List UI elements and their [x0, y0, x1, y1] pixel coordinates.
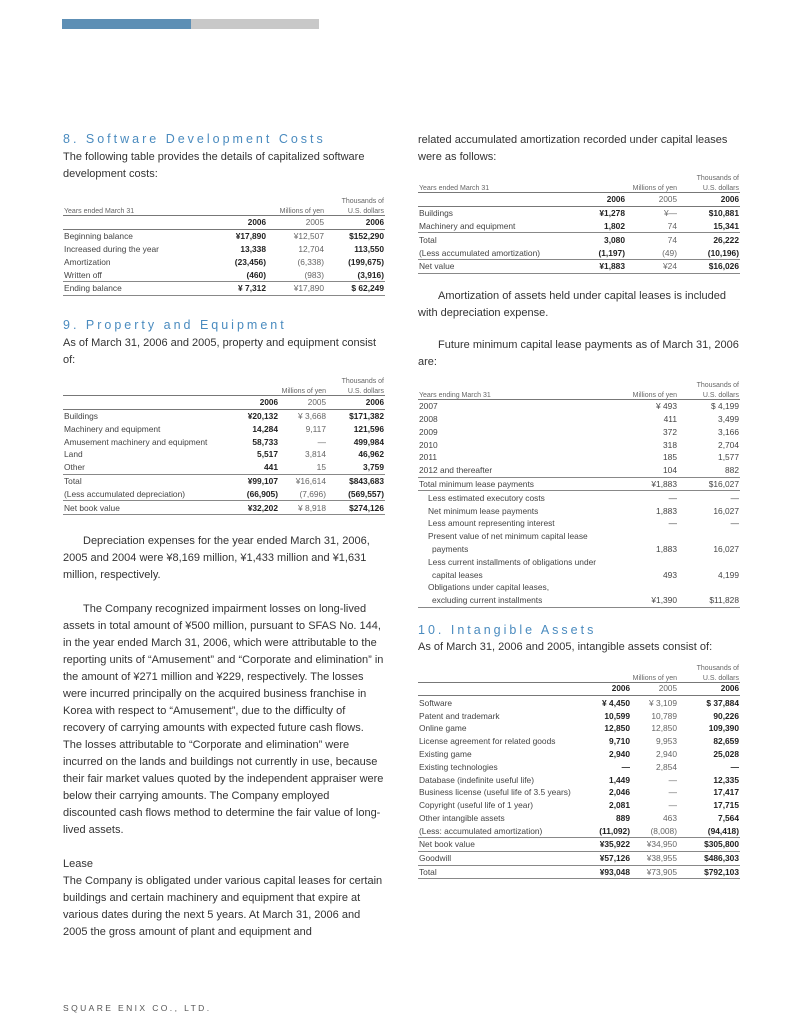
total-row: Ending balance ¥ 7,312 ¥17,890 $ 62,249 — [64, 283, 384, 294]
header-label: Years ended March 31 — [419, 185, 490, 192]
header-usd-1: Thousands of — [341, 377, 384, 385]
table-row: Beginning balance ¥17,890 ¥12,507 $152,290 — [64, 231, 384, 242]
header-usd-2: U.S. dollars — [702, 185, 739, 192]
table-row: Obligations under capital leases, — [428, 582, 550, 593]
header-label: Years ending March 31 — [419, 391, 491, 399]
goodwill-row: Goodwill ¥57,126 ¥38,955 $486,303 — [419, 853, 739, 864]
year-col: 2006 — [365, 397, 384, 407]
header-progress-bar — [62, 19, 319, 29]
section-8-intro: The following table provides the details of capitalized software development costs: — [63, 151, 365, 180]
year-col: 2006 — [611, 684, 630, 694]
table-row: Present value of net minimum capital lease — [428, 531, 588, 542]
lease-heading: Lease — [63, 857, 93, 870]
table-row: Software ¥ 4,450 ¥ 3,109 $ 37,884 — [419, 697, 739, 708]
table-row: Copyright (useful life of 1 year) 2,081 — 17,715 — [419, 800, 739, 811]
table-row: 2009 372 3,166 — [419, 426, 739, 437]
table-row: 2011 185 1,577 — [419, 452, 739, 463]
table-row: License agreement for related goods 9,710 9,953 82,659 — [419, 736, 739, 747]
table-row: Amortization (23,456) (6,338) (199,675) — [64, 256, 384, 267]
header-usd-2: U.S. dollars — [347, 208, 384, 215]
future-lease-payments-table — [418, 379, 740, 608]
total-row: Total 3,080 74 26,222 — [419, 234, 739, 245]
depreciation-paragraph: Depreciation expenses for the year ended March 31, 2006, 2005 and 2004 were ¥8,169 million, ¥1,433 million and ¥1,631 million, respectively. — [63, 534, 370, 581]
lease-paragraph: The Company is obligated under various capital leases for certain buildings and certain machinery and equipment that expire at various dates during the next 5 years. At March 31, 2006 and 2005 the gross amount of plant and equipment and — [63, 874, 383, 938]
header-usd-2: U.S. dollars — [702, 674, 739, 682]
capital-lease-intro: related accumulated amortization recorded under capital leases were as follows: — [418, 134, 728, 163]
table-row: Less amount representing interest — — — [428, 518, 739, 529]
future-payments-paragraph: Future minimum capital lease payments as of March 31, 2006 are: — [418, 338, 739, 368]
year-col: 2006 — [259, 397, 278, 407]
property-equipment-table — [63, 375, 385, 515]
section-10-intro: As of March 31, 2006 and 2005, intangible assets consist of: — [418, 640, 713, 653]
total-row: Total ¥93,048 ¥73,905 $792,103 — [419, 867, 739, 878]
less-row: (Less accumulated depreciation) (66,905) (7,696) (569,557) — [64, 488, 384, 499]
table-row: Machinery and equipment 1,802 74 15,341 — [419, 220, 739, 231]
section-9-intro: As of March 31, 2006 and 2005, property and equipment consist of: — [63, 336, 377, 366]
section-8-title: 8. Software Development Costs — [63, 132, 326, 146]
total-row: Total minimum lease payments ¥1,883 $16,027 — [419, 478, 739, 489]
table-row: Land 5,517 3,814 46,962 — [64, 449, 384, 460]
year-col: 2006 — [247, 217, 266, 227]
header-usd-1: Thousands of — [696, 381, 739, 389]
table-row: Buildings ¥1,278 ¥— $10,881 — [419, 208, 739, 219]
table-row: payments 1,883 16,027 — [432, 543, 739, 554]
table-row: Machinery and equipment 14,284 9,117 121,596 — [64, 423, 384, 434]
table-row: Other 441 15 3,759 — [64, 462, 384, 473]
header-usd-1: Thousands of — [341, 198, 384, 205]
less-row: (Less accumulated amortization) (1,197) (49) (10,196) — [419, 247, 739, 258]
year-col: 2006 — [606, 194, 625, 204]
header-yen: Millions of yen — [281, 387, 326, 395]
header-yen: Millions of yen — [632, 391, 677, 399]
total-row: Total ¥99,107 ¥16,614 $843,683 — [64, 475, 384, 486]
year-col: 2005 — [305, 217, 324, 227]
header-progress-fill — [62, 19, 191, 29]
table-row: Amusement machinery and equipment 58,733 — 499,984 — [64, 436, 384, 447]
table-row: Net minimum lease payments 1,883 16,027 — [428, 505, 739, 516]
year-col: 2005 — [658, 684, 677, 694]
amortization-paragraph: Amortization of assets held under capital leases is included with depreciation expense. — [418, 289, 726, 319]
table-row: Written off (460) (983) (3,916) — [64, 269, 384, 280]
header-usd-1: Thousands of — [696, 175, 739, 182]
year-col: 2006 — [720, 684, 739, 694]
table-row: Database (indefinite useful life) 1,449 — 12,335 — [419, 774, 739, 785]
section-9-title: 9. Property and Equipment — [63, 317, 287, 332]
table-row: Existing game 2,940 2,940 25,028 — [419, 748, 739, 759]
software-costs-table — [63, 195, 385, 296]
right-column — [418, 132, 740, 879]
intangible-assets-table — [418, 662, 740, 880]
net-row: Net value ¥1,883 ¥24 $16,026 — [419, 261, 739, 272]
table-row: Business license (useful life of 3.5 years) 2,046 — 17,417 — [419, 787, 739, 798]
section-10-title: 10. Intangible Assets — [418, 622, 597, 637]
table-row: excluding current installments ¥1,390 $11,828 — [418, 594, 740, 607]
header-yen: Millions of yen — [632, 674, 677, 682]
net-row: Net book value ¥32,202 ¥ 8,918 $274,126 — [64, 502, 384, 513]
footer-company-name: SQUARE ENIX CO., LTD. — [63, 1003, 212, 1013]
table-row: 2008 411 3,499 — [419, 413, 739, 424]
year-col: 2005 — [307, 397, 326, 407]
table-row: 2012 and thereafter 104 882 — [419, 465, 739, 476]
header-yen: Millions of yen — [632, 185, 677, 192]
header-usd-2: U.S. dollars — [347, 387, 384, 395]
header-usd-2: U.S. dollars — [702, 391, 739, 399]
table-row: Less current installments of obligations under — [428, 556, 597, 567]
year-col: 2006 — [720, 194, 739, 204]
year-col: 2006 — [365, 217, 384, 227]
net-row: Net book value ¥35,922 ¥34,950 $305,800 — [419, 839, 739, 850]
header-yen: Millions of yen — [279, 208, 324, 215]
table-row: (Less: accumulated amortization) (11,092) (8,008) (94,418) — [419, 825, 739, 836]
table-row: Patent and trademark 10,599 10,789 90,226 — [419, 710, 739, 721]
table-row: Existing technologies — 2,854 — — [419, 761, 739, 772]
table-row: Buildings ¥20,132 ¥ 3,668 $171,382 — [64, 410, 384, 421]
left-column — [63, 132, 385, 941]
table-row: Other intangible assets 889 463 7,564 — [419, 812, 739, 823]
table-row: 2007 ¥ 493 $ 4,199 — [419, 401, 739, 412]
impairment-paragraph: The Company recognized impairment losses on long-lived assets in total amount of ¥500 million, pursuant to SFAS No. 144, in the year ended March 31, 2006, which were attributable to the reporting units of “Amusement” and “Corporate and elimination” in the amount of ¥271 million and ¥229, respectively. The losses were incurred principally on the acquired business franchise in Korea with respect to “Amusement”, due to the difficulty of recovery of carrying amounts with expected future cash flows. The losses attributable to “Corporate and elimination” were incurred on the lands and buildings not currently in use, because their fair market values quoted by the independent appraiser were below their carrying amounts. The Company employed discounted cash flows method to determine the fair value of long-lived assets. — [63, 602, 384, 836]
table-row: capital leases 493 4,199 — [432, 569, 739, 580]
capital-lease-assets-table — [418, 172, 740, 274]
table-row: Online game 12,850 12,850 109,390 — [419, 723, 739, 734]
table-row: 2010 318 2,704 — [419, 439, 739, 450]
table-row: Increased during the year 13,338 12,704 113,550 — [64, 243, 384, 254]
header-usd-1: Thousands of — [696, 664, 739, 672]
table-row: Less estimated executory costs — — — [428, 492, 739, 503]
year-col: 2005 — [658, 194, 677, 204]
header-label: Years ended March 31 — [64, 208, 135, 215]
